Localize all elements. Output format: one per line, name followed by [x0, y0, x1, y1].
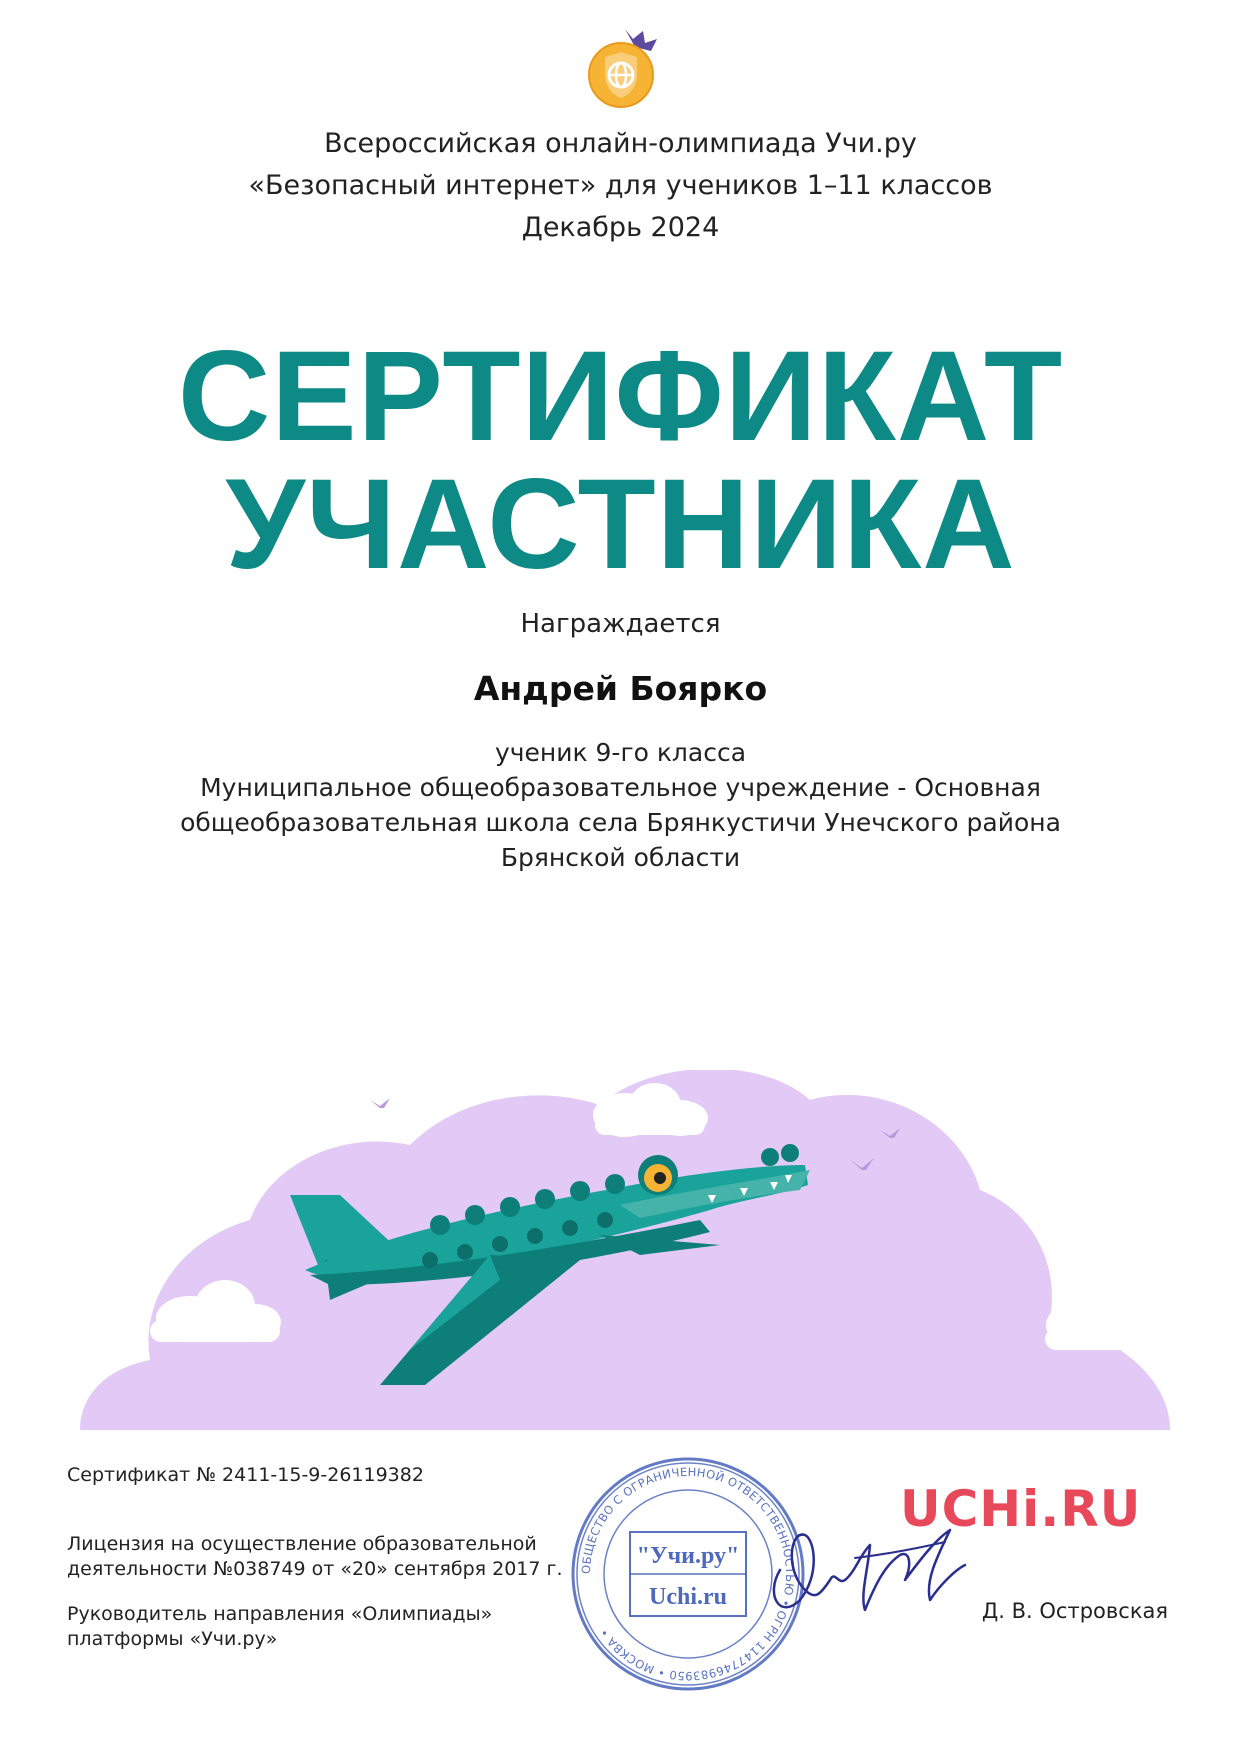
stamp-ring-text: ОБЩЕСТВО С ОГРАНИЧЕННОЙ ОТВЕТСТВЕННОСТЬЮ • ОГРН 1147746983950 • МОСКВА •: [578, 1464, 798, 1684]
license-line-2: деятельности №038749 от «20» сентября 2017 г.: [67, 1558, 563, 1580]
certificate-subtitle: УЧАСТНИКА: [225, 453, 1016, 596]
stamp-title: "Учи.ру": [636, 1543, 740, 1569]
olympiad-name: Всероссийская онлайн-олимпиада Учи.ру: [324, 128, 917, 159]
crocodile-airplane-illustration: [80, 1070, 1170, 1430]
license-line-1: Лицензия на осуществление образовательной: [67, 1533, 537, 1555]
awarded-label: Награждается: [520, 609, 721, 639]
uchi-ru-logo: UCHi.RU: [900, 1480, 1142, 1538]
school-line-3: Брянской области: [500, 843, 741, 872]
stamp-subtitle: Uchi.ru: [649, 1584, 727, 1610]
olympiad-date: Декабрь 2024: [521, 212, 720, 243]
certificate-number: Сертификат № 2411-15-9-26119382: [67, 1464, 424, 1486]
head-title-line-2: платформы «Учи.ру»: [67, 1628, 278, 1650]
school-line-1: Муниципальное общеобразовательное учреждение - Основная: [200, 773, 1041, 802]
shield-globe-icon: [585, 25, 661, 111]
recipient-name: Андрей Боярко: [473, 669, 768, 708]
school-line-2: общеобразовательная школа села Брянкустичи Унечского района: [180, 808, 1061, 837]
certificate-title: СЕРТИФИКАТ: [177, 325, 1064, 468]
olympiad-topic: «Безопасный интернет» для учеников 1–11 классов: [248, 170, 993, 201]
head-title-line-1: Руководитель направления «Олимпиады»: [67, 1603, 493, 1625]
signer-name: Д. В. Островская: [981, 1599, 1168, 1623]
recipient-grade: ученик 9-го класса: [494, 738, 747, 767]
